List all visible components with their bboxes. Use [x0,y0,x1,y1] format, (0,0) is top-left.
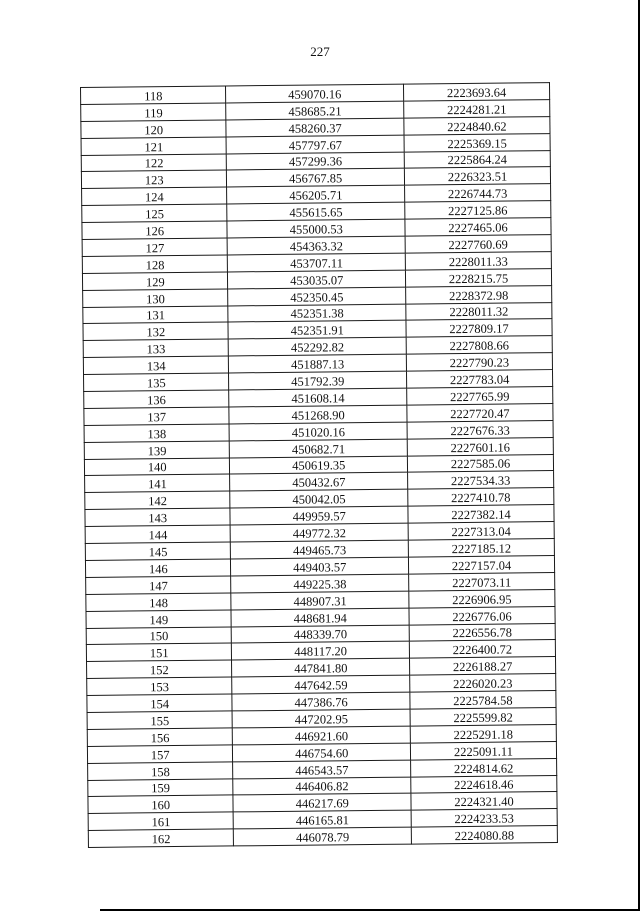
point-number-cell: 132 [83,322,229,340]
coordinate-table-body [81,83,558,848]
point-number-cell: 137 [84,407,230,425]
y-coordinate-cell: 2227382.14 [408,505,554,523]
point-number-cell: 142 [85,491,231,509]
x-coordinate-cell: 449772.32 [231,523,409,542]
y-coordinate-cell: 2226400.72 [409,640,555,658]
y-coordinate-cell: 2226744.73 [405,184,551,202]
point-number-cell: 150 [86,626,232,644]
x-coordinate-cell: 450432.67 [230,473,408,492]
y-coordinate-cell: 2227534.33 [408,471,554,489]
y-coordinate-cell: 2227585.06 [407,454,553,472]
x-coordinate-cell: 452292.82 [229,337,407,356]
y-coordinate-cell: 2227790.23 [406,353,552,371]
y-coordinate-cell: 2226323.51 [404,167,550,185]
y-coordinate-cell: 2227808.66 [406,336,552,354]
x-coordinate-cell: 459070.16 [226,84,404,103]
x-coordinate-cell: 447386.76 [232,692,410,711]
y-coordinate-cell: 2225864.24 [404,150,550,168]
x-coordinate-cell: 446543.57 [233,760,411,779]
point-number-cell: 155 [87,711,233,729]
y-coordinate-cell: 2227410.78 [408,488,554,506]
point-number-cell: 162 [88,829,234,847]
x-coordinate-cell: 446754.60 [233,743,411,762]
x-coordinate-cell: 447841.80 [232,658,410,677]
y-coordinate-cell: 2224281.21 [404,99,550,117]
y-coordinate-cell: 2225599.82 [410,708,556,726]
y-coordinate-cell: 2225091.11 [410,741,556,759]
x-coordinate-cell: 451792.39 [229,371,407,390]
point-number-cell: 158 [88,762,234,780]
x-coordinate-cell: 446406.82 [233,777,411,796]
x-coordinate-cell: 448339.70 [232,625,410,644]
x-coordinate-cell: 450042.05 [230,489,408,508]
point-number-cell: 118 [81,86,227,104]
y-coordinate-cell: 2224618.46 [411,775,557,793]
x-coordinate-cell: 446078.79 [234,827,412,846]
x-coordinate-cell: 449225.38 [231,574,409,593]
y-coordinate-cell: 2227601.16 [407,437,553,455]
x-coordinate-cell: 458685.21 [226,101,404,120]
x-coordinate-cell: 446165.81 [234,810,412,829]
point-number-cell: 147 [86,576,232,594]
point-number-cell: 146 [85,559,231,577]
point-number-cell: 149 [86,610,232,628]
point-number-cell: 151 [86,643,232,661]
point-number-cell: 135 [84,373,230,391]
point-number-cell: 122 [81,154,227,172]
x-coordinate-cell: 447202.95 [233,709,411,728]
y-coordinate-cell: 2228215.75 [405,268,551,286]
point-number-cell: 138 [84,424,230,442]
x-coordinate-cell: 449959.57 [230,506,408,525]
point-number-cell: 161 [88,812,234,830]
y-coordinate-cell: 2223693.64 [403,83,549,101]
y-coordinate-cell: 2225369.15 [404,133,550,151]
y-coordinate-cell: 2227157.04 [408,555,554,573]
point-number-cell: 148 [86,593,232,611]
y-coordinate-cell: 2227185.12 [408,539,554,557]
point-number-cell: 127 [82,238,228,256]
y-coordinate-cell: 2224840.62 [404,116,550,134]
y-coordinate-cell: 2228011.32 [406,302,552,320]
x-coordinate-cell: 451887.13 [229,354,407,373]
point-number-cell: 124 [82,187,228,205]
x-coordinate-cell: 449403.57 [231,557,409,576]
y-coordinate-cell: 2227313.04 [408,522,554,540]
x-coordinate-cell: 457797.67 [227,135,405,154]
point-number-cell: 153 [87,677,233,695]
x-coordinate-cell: 453035.07 [228,270,406,289]
x-coordinate-cell: 453707.11 [228,253,406,272]
point-number-cell: 144 [85,525,231,543]
x-coordinate-cell: 448117.20 [232,641,410,660]
y-coordinate-cell: 2225291.18 [410,724,556,742]
x-coordinate-cell: 454363.32 [228,236,406,255]
page-number: 227 [310,44,330,59]
y-coordinate-cell: 2226906.95 [409,589,555,607]
y-coordinate-cell: 2227720.47 [407,403,553,421]
y-coordinate-cell: 2227676.33 [407,420,553,438]
y-coordinate-cell: 2226776.06 [409,606,555,624]
y-coordinate-cell: 2224814.62 [411,758,557,776]
y-coordinate-cell: 2227760.69 [405,235,551,253]
y-coordinate-cell: 2227783.04 [406,370,552,388]
point-number-cell: 133 [83,339,229,357]
x-coordinate-cell: 458260.37 [226,118,404,137]
y-coordinate-cell: 2224080.88 [411,826,557,844]
point-number-cell: 141 [85,474,231,492]
point-number-cell: 145 [85,542,231,560]
y-coordinate-cell: 2226188.27 [410,657,556,675]
x-coordinate-cell: 451608.14 [229,388,407,407]
point-number-cell: 130 [83,289,229,307]
y-coordinate-cell: 2227073.11 [409,572,555,590]
x-coordinate-cell: 451020.16 [230,422,408,441]
point-number-cell: 157 [87,745,233,763]
x-coordinate-cell: 452351.91 [228,321,406,340]
x-coordinate-cell: 450619.35 [230,456,408,475]
point-number-cell: 156 [87,728,233,746]
x-coordinate-cell: 450682.71 [230,439,408,458]
x-coordinate-cell: 446921.60 [233,726,411,745]
point-number-cell: 121 [81,137,227,155]
point-number-cell: 160 [88,795,234,813]
point-number-cell: 129 [82,272,228,290]
y-coordinate-cell: 2226020.23 [410,674,556,692]
point-number-cell: 125 [82,204,228,222]
point-number-cell: 126 [82,221,228,239]
y-coordinate-cell: 2228372.98 [406,285,552,303]
point-number-cell: 152 [87,660,233,678]
x-coordinate-cell: 448681.94 [231,608,409,627]
point-number-cell: 128 [82,255,228,273]
point-number-cell: 119 [81,103,227,121]
x-coordinate-cell: 451268.90 [229,405,407,424]
coordinate-table [80,82,558,848]
point-number-cell: 139 [84,441,230,459]
y-coordinate-cell: 2227125.86 [405,201,551,219]
x-coordinate-cell: 457299.36 [227,152,405,171]
y-coordinate-cell: 2224233.53 [411,809,557,827]
y-coordinate-cell: 2227765.99 [407,387,553,405]
y-coordinate-cell: 2225784.58 [410,691,556,709]
x-coordinate-cell: 455615.65 [227,202,405,221]
x-coordinate-cell: 448907.31 [231,591,409,610]
x-coordinate-cell: 452350.45 [228,287,406,306]
point-number-cell: 131 [83,306,229,324]
y-coordinate-cell: 2227465.06 [405,218,551,236]
point-number-cell: 134 [83,356,229,374]
point-number-cell: 136 [84,390,230,408]
x-coordinate-cell: 446217.69 [233,793,411,812]
x-coordinate-cell: 452351.38 [228,304,406,323]
point-number-cell: 154 [87,694,233,712]
x-coordinate-cell: 456767.85 [227,169,405,188]
x-coordinate-cell: 455000.53 [227,219,405,238]
point-number-cell: 140 [84,458,230,476]
point-number-cell: 120 [81,120,227,138]
y-coordinate-cell: 2224321.40 [411,792,557,810]
y-coordinate-cell: 2227809.17 [406,319,552,337]
x-coordinate-cell: 449465.73 [231,540,409,559]
point-number-cell: 159 [88,778,234,796]
point-number-cell: 143 [85,508,231,526]
point-number-cell: 123 [81,170,227,188]
x-coordinate-cell: 456205.71 [227,185,405,204]
x-coordinate-cell: 447642.59 [232,675,410,694]
y-coordinate-cell: 2228011.33 [405,251,551,269]
y-coordinate-cell: 2226556.78 [409,623,555,641]
